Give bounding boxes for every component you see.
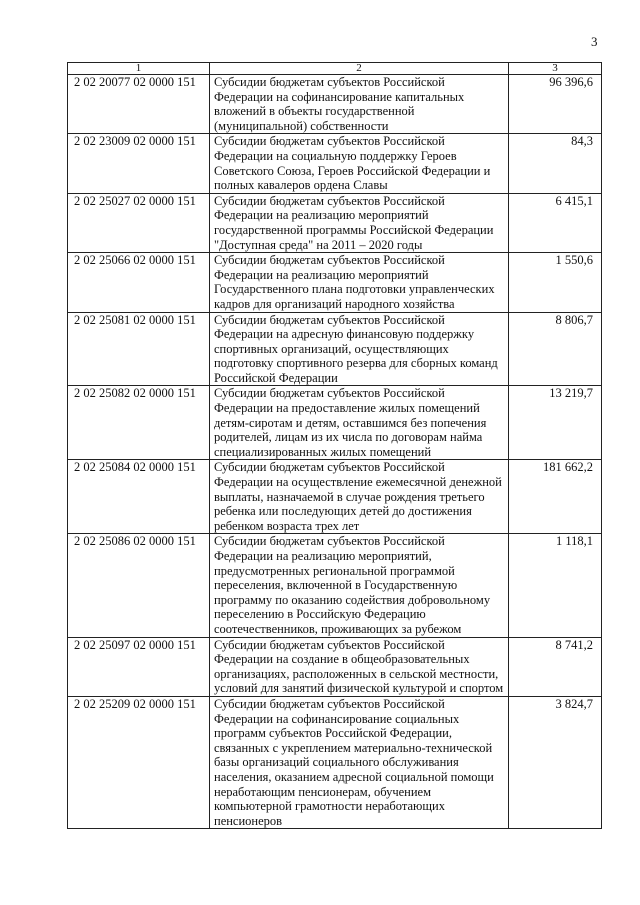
table-row xyxy=(68,134,602,193)
row-code: 2 02 25027 02 0000 151 xyxy=(68,193,210,252)
row-description: Субсидии бюджетам субъектов Российской Федерации на реализацию мероприятий Государственного плана подготовки управленческих кадров для организаций народного хозяйства xyxy=(210,253,509,312)
row-amount: 8 806,7 xyxy=(509,312,602,386)
row-amount: 6 415,1 xyxy=(509,193,602,252)
table-row xyxy=(68,460,602,534)
table-row xyxy=(68,253,602,312)
row-amount: 13 219,7 xyxy=(509,386,602,460)
row-description: Субсидии бюджетам субъектов Российской Федерации на создание в общеобразовательных организациях, расположенных в сельской местности, условий для занятий физической культурой и спортом xyxy=(210,637,509,696)
column-header-amount: 3 xyxy=(509,63,602,75)
row-description: Субсидии бюджетам субъектов Российской Федерации на адресную финансовую поддержку спортивных организаций, осуществляющих подготовку спортивного резерва для сборных команд Российской Федерации xyxy=(210,312,509,386)
row-code: 2 02 25084 02 0000 151 xyxy=(68,460,210,534)
row-description: Субсидии бюджетам субъектов Российской Федерации на софинансирование капитальных вложений в объекты государственной (муниципальной) собственности xyxy=(210,75,509,134)
page-number: 3 xyxy=(591,34,598,49)
column-header-code: 1 xyxy=(68,63,210,75)
row-amount: 3 824,7 xyxy=(509,696,602,828)
row-description: Субсидии бюджетам субъектов Российской Федерации на реализацию мероприятий, предусмотренных региональной программой переселения, включенной в Государственную программу по оказанию содействия добровольному переселению в Российскую Федерацию соотечественников, проживающих за рубежом xyxy=(210,534,509,637)
row-description: Субсидии бюджетам субъектов Российской Федерации на предоставление жилых помещений детям-сиротам и детям, оставшимся без попечения родителей, лицам из их числа по договорам найма специализированных жилых помещений xyxy=(210,386,509,460)
row-code: 2 02 25081 02 0000 151 xyxy=(68,312,210,386)
row-code: 2 02 25066 02 0000 151 xyxy=(68,253,210,312)
row-description: Субсидии бюджетам субъектов Российской Федерации на социальную поддержку Героев Советского Союза, Героев Российской Федерации и полных кавалеров ордена Славы xyxy=(210,134,509,193)
row-code: 2 02 20077 02 0000 151 xyxy=(68,75,210,134)
row-amount: 84,3 xyxy=(509,134,602,193)
row-amount: 8 741,2 xyxy=(509,637,602,696)
table-row xyxy=(68,312,602,386)
table-row xyxy=(68,75,602,134)
row-amount: 96 396,6 xyxy=(509,75,602,134)
row-code: 2 02 25086 02 0000 151 xyxy=(68,534,210,637)
row-code: 2 02 25209 02 0000 151 xyxy=(68,696,210,828)
row-description: Субсидии бюджетам субъектов Российской Федерации на реализацию мероприятий государственной программы Российской Федерации "Доступная среда" на 2011 – 2020 годы xyxy=(210,193,509,252)
table-row xyxy=(68,637,602,696)
table-row xyxy=(68,696,602,828)
row-amount: 181 662,2 xyxy=(509,460,602,534)
row-description: Субсидии бюджетам субъектов Российской Федерации на осуществление ежемесячной денежной выплаты, назначаемой в случае рождения третьего ребенка или последующих детей до достижения ребенком возраста трех лет xyxy=(210,460,509,534)
row-code: 2 02 25097 02 0000 151 xyxy=(68,637,210,696)
row-code: 2 02 25082 02 0000 151 xyxy=(68,386,210,460)
row-amount: 1 550,6 xyxy=(509,253,602,312)
table-row xyxy=(68,534,602,637)
row-description: Субсидии бюджетам субъектов Российской Федерации на софинансирование социальных программ субъектов Российской Федерации, связанных с укреплением материально-технической базы организаций социального обслуживания населения, оказанием адресной социальной помощи неработающим пенсионерам, обучением компьютерной грамотности неработающих пенсионеров xyxy=(210,696,509,828)
row-code: 2 02 23009 02 0000 151 xyxy=(68,134,210,193)
row-amount: 1 118,1 xyxy=(509,534,602,637)
column-header-description: 2 xyxy=(210,63,509,75)
table-header-row xyxy=(68,63,602,75)
revenue-table xyxy=(67,62,602,829)
table-row xyxy=(68,193,602,252)
table-row xyxy=(68,386,602,460)
